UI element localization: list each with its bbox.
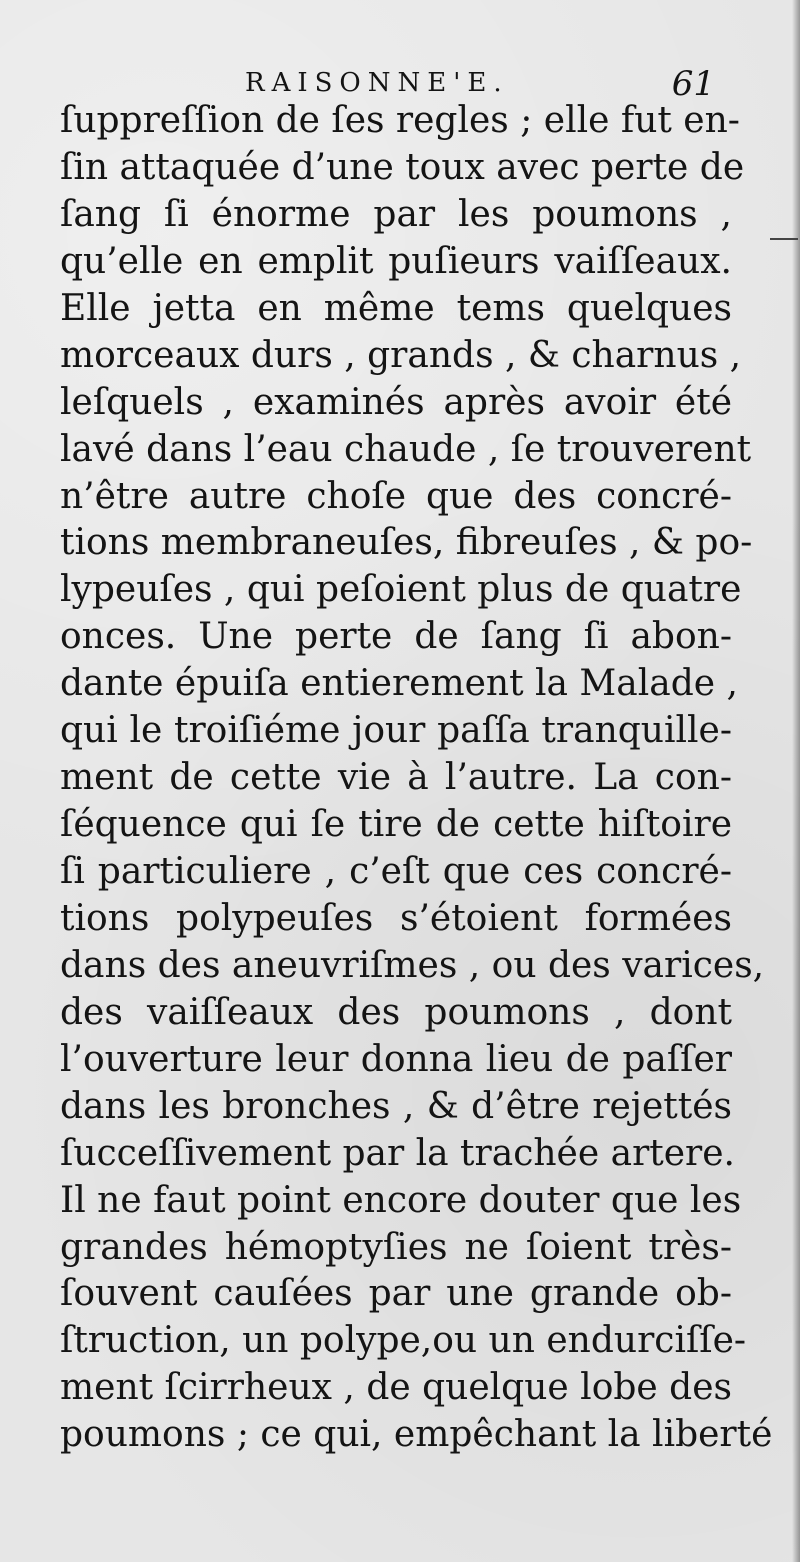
- text-line: dante épuiſa entierement la Malade ,: [60, 663, 738, 705]
- text-line: ſi particuliere , c’eſt que ces concré-: [60, 851, 732, 892]
- text-line: n’être autre choſe que des concré-: [60, 475, 732, 517]
- page-edge-shadow: [792, 0, 800, 1562]
- text-line: des vaiſſeaux des poumons , dont: [60, 991, 732, 1033]
- text-line: morceaux durs , grands , & charnus ,: [60, 334, 742, 376]
- running-title: RAISONNE'E.: [245, 68, 509, 98]
- text-line: grandes hémoptyſies ne ſoient très-: [60, 1226, 732, 1268]
- text-line: tions membraneuſes, fibreuſes , & po-: [60, 522, 753, 564]
- text-line: qui le troiſiéme jour paſſa tranquille-: [60, 710, 732, 752]
- body-text: [60, 98, 773, 1459]
- text-line: ment ſcirrheux , de quelque lobe des: [60, 1367, 732, 1409]
- text-line: qu’elle en emplit puſieurs vaiſſeaux.: [60, 240, 732, 282]
- margin-mark: [770, 238, 798, 240]
- text-line: lavé dans l’eau chaude , ſe trouverent: [60, 428, 752, 470]
- text-line: ſéquence qui ſe tire de cette hiſtoire: [60, 804, 732, 846]
- text-line: Elle jetta en même tems quelques: [60, 287, 732, 329]
- text-line: ſuppreſſion de ſes regles ; elle fut en-: [60, 100, 740, 141]
- text-line: ſucceſſivement par la trachée artere.: [60, 1132, 735, 1174]
- text-line: poumons ; ce qui, empêchant la liberté: [60, 1414, 773, 1456]
- text-line: Il ne faut point encore douter que les: [60, 1179, 742, 1221]
- text-line: l’ouverture leur donna lieu de paſſer: [60, 1038, 732, 1080]
- text-line: leſquels , examinés après avoir été: [60, 381, 732, 423]
- text-line: ſtruction, un polype,ou un endurciſſe-: [60, 1320, 747, 1362]
- text-line: tions polypeuſes s’étoient formées: [60, 897, 732, 939]
- text-line: dans des aneuvriſmes , ou des varices,: [60, 944, 765, 986]
- text-line: ſin attaquée d’une toux avec perte de: [60, 146, 745, 188]
- text-line: ſang ſi énorme par les poumons ,: [60, 193, 732, 235]
- text-line: ment de cette vie à l’autre. La con-: [60, 757, 732, 799]
- text-line: onces. Une perte de ſang ſi abon-: [60, 616, 732, 658]
- text-line: ſouvent cauſées par une grande ob-: [60, 1273, 732, 1315]
- page-number: 61: [671, 64, 715, 104]
- text-line: lypeuſes , qui peſoient plus de quatre: [60, 569, 742, 611]
- text-line: dans les bronches , & d’être rejettés: [60, 1085, 732, 1127]
